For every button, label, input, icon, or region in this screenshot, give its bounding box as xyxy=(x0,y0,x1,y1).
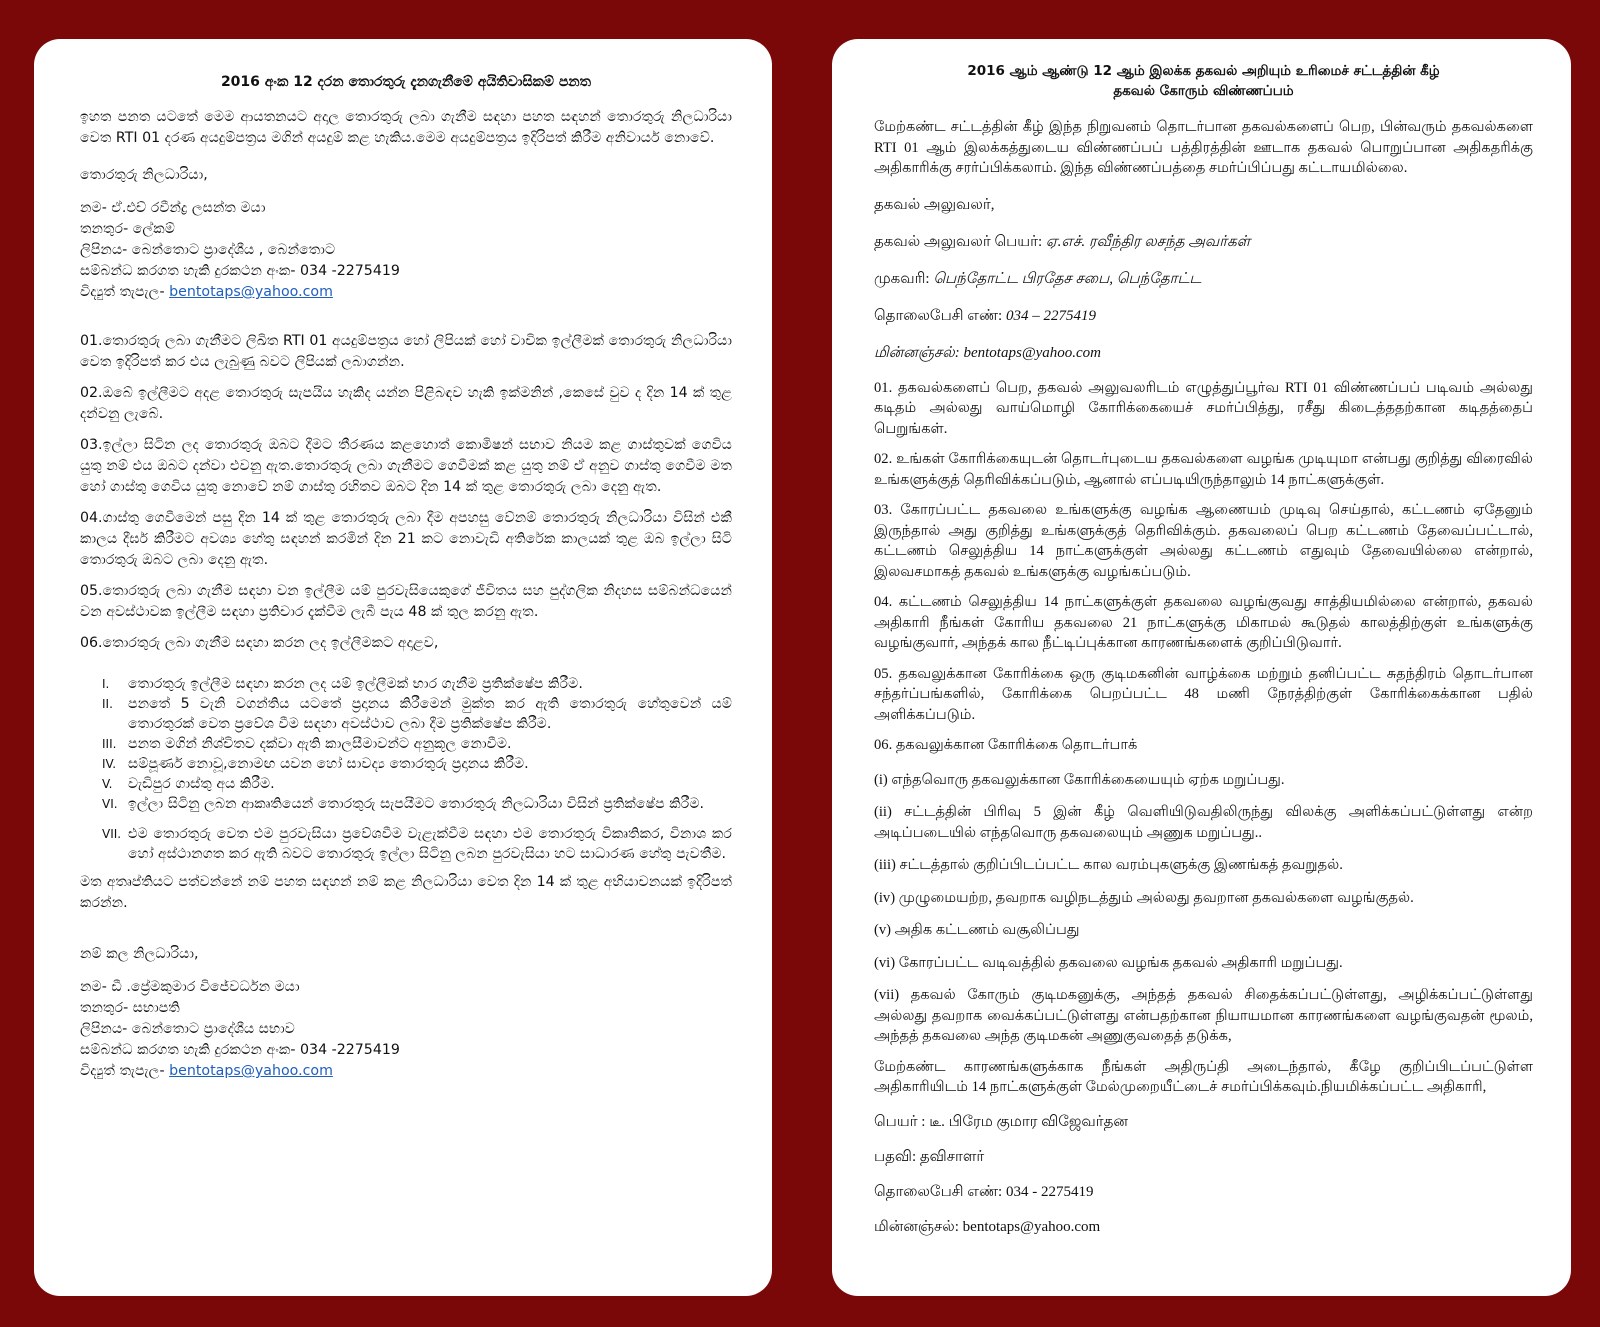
sinhala-notice-panel xyxy=(34,39,772,1296)
tamil-officer-address: பெந்தோட்ட பிரதேச சபை, பெந்தோட்ட xyxy=(933,270,1202,287)
tamil-sub-item: (ii) சட்டத்தின் பிரிவு 5 இன் கீழ் வெளியிடுவதிலிருந்து விலக்கு அளிக்கப்பட்டுள்ளது என்ற அடிப்படையில் எந்தவொரு தகவலையும் அணுக மறுப்பது.. xyxy=(874,804,1533,841)
tamil-designated-phone: தொலைபேசி எண்: 034 - 2275419 xyxy=(874,1183,1094,1200)
tamil-officer-address-label: முகவரி: xyxy=(874,270,930,287)
page-frame xyxy=(14,14,1586,1313)
designated-officer-email-row xyxy=(80,1061,732,1082)
tamil-officer-address-row xyxy=(874,269,1533,290)
sinhala-item-04: 04.ගාස්තු ගෙවීමෙන් පසු දින 14 ක් තුළ තොරතුරු ලබා දීම අපහසු වේනම් තොරතුරු නිලධාරියා විසින් එකී කාලය දීර්ඝ කිරීමට අවශ්‍ය හේතු සඳහන් කරමින් දින 21 කට නොවැඩි අතිරේක කාලයක් තුළ ඔබ ඉල්ලා සිටි තොරතුරු ඔබට ලබා දෙනු ඇත. xyxy=(80,510,732,568)
sinhala-item-02: 02.ඔබේ ඉල්ලීමට අදළ තොරතුරු සැපයිය හැකිද යන්න පිළිබඳව හැකි ඉක්මනින් ,කෙසේ වුව ද දින 14 ක් තුළ දන්වනු ලැබේ. xyxy=(80,385,732,422)
designated-officer-email-link[interactable]: bentotaps@yahoo.com xyxy=(169,1063,333,1079)
roman-list-item: I. තොරතුරු ඉල්ලීම සඳහා කරන ලද යම් ඉල්ලීමක් භාර ගැනීම ප්‍රතික්ෂේප කිරීම. xyxy=(102,676,583,692)
designated-officer-details xyxy=(80,977,732,1082)
tamil-officer-email-label: மின்னஞ்சல்: xyxy=(874,344,960,361)
tamil-designated-name: பெயர் : டீ. பிரேம குமார விஜேவர்தன xyxy=(874,1113,1128,1130)
tamil-sub-item: (iv) முழுமையற்ற, தவறாக வழிநடத்தும் அல்லது தவறான தகவல்களை வழங்குதல். xyxy=(874,889,1414,906)
sinhala-closing: මත අතෘප්තියට පත්වන්නේ නම් පහත සඳහන් නම් කළ නිලධාරියා වෙත දින 14 ක් තුළ අභියාචනයක් ඉදිරිපත් කරන්න. xyxy=(80,874,732,911)
tamil-notice-panel xyxy=(832,39,1571,1296)
designated-officer-address: ලිපිනය- බෙන්තොට ප්‍රාදේශීය සභාව xyxy=(80,1021,295,1037)
tamil-sub-item: (i) எந்தவொரு தகவலுக்கான கோரிக்கையையும் ஏற்க மறுப்பது. xyxy=(874,771,1285,788)
tamil-item-02: 02. உங்கள் கோரிக்கையுடன் தொடர்புடைய தகவல்களை வழங்க முடியுமா என்பது குறித்து விரைவில் உங்களுக்குத் தெரிவிக்கப்படும், ஆனால் எப்படியிருந்தாலும் 14 நாட்களுக்குள். xyxy=(874,451,1533,488)
tamil-officer-name: ஏ.எச். ரவீந்திர லசந்த அவர்கள் xyxy=(1045,233,1251,250)
designated-officer-heading: නම් කල නිලධාරියා, xyxy=(80,946,199,962)
tamil-designated-email[interactable]: bentotaps@yahoo.com xyxy=(962,1218,1101,1235)
tamil-sub-item: (vii) தகவல் கோரும் குடிமகனுக்கு, அந்தத் தகவல் சிதைக்கப்பட்டுள்ளது, அழிக்கப்பட்டுள்ளது அல்லது தவறாக வைக்கப்பட்டுள்ளது என்பதற்கான நியாயமான காரணங்களை வழங்குவதன் மூலம், அந்தத் தகவலை அந்த குடிமகன் அணுகுவதைத் தடுக்க, xyxy=(874,987,1533,1044)
roman-list-item: VI. ඉල්ලා සිටිනු ලබන ආකෘතියෙන් තොරතුරු සැපයීමට තොරතුරු නිලධාරියා විසින් ප්‍රතික්ෂේප කිරීම. xyxy=(102,796,705,812)
tamil-title-line2: தகவல் கோரும் விண்ணப்பம் xyxy=(1113,83,1294,99)
officer-email-link[interactable]: bentotaps@yahoo.com xyxy=(169,284,333,300)
officer-email-row xyxy=(80,282,732,303)
tamil-item-01: 01. தகவல்களைப் பெற, தகவல் அலுவலரிடம் எழுத்துப்பூர்வ RTI 01 விண்ணப்பப் படிவம் அல்லது கடிதம் அல்லது வாய்மொழி கோரிக்கையைச் சமர்ப்பித்து, ரசீது கிடைத்ததற்கான கடிதத்தைப் பெறுங்கள். xyxy=(874,379,1533,437)
tamil-sub-item: (iii) சட்டத்தால் குறிப்பிடப்பட்ட கால வரம்புகளுக்கு இணங்கத் தவறுதல். xyxy=(874,857,1343,873)
designated-officer-name: නම- ඩී .ප්‍රේමකුමාර විජේවර්ධන මයා xyxy=(80,979,300,995)
sinhala-item-06: 06.තොරතුරු ලබා ගැනීම සඳහා කරන ලද ඉල්ලීමකට අදාළව, xyxy=(80,635,439,651)
tamil-item-05: 05. தகவலுக்கான கோரிக்கை ஒரு குடிமகனின் வாழ்க்கை மற்றும் தனிப்பட்ட சுதந்திரம் தொடர்பான சந்தர்ப்பங்களில், கோரிக்கை பெறப்பட்ட 48 மணி நேரத்திற்குள் கோரிக்கைக்கான பதில் அளிக்கப்படும். xyxy=(874,665,1533,723)
roman-list-item: IV. සම්පූර්ණ නොවූ,නොමඟ යවන හෝ සාවද්‍ය තොරතුරු ප්‍රදානය කිරීම. xyxy=(102,756,529,772)
officer-position: තනතුර- ලේකම් xyxy=(80,221,175,237)
designated-officer-phone: සම්බන්ධ කරගත හැකි දුරකථන අංක- 034 -2275419 xyxy=(80,1042,400,1058)
designated-officer-email-label: විද්‍යුත් තැපැල- xyxy=(80,1063,165,1079)
sinhala-intro: ඉහත පනත යටතේ මෙම ආයතනයට අදාල තොරතුරු ලබා ගැනීම සඳහා පහත සඳහන් තොරතුරු නිලධාරියා වෙත RTI 01 දරණ අයදුම්පත්‍රය මගින් අයදුම් කළ හැකිය.මෙම අයදුම්පත්‍රය ඉදිරිපත් කිරීම අනිවාර්ය නොවේ. xyxy=(80,109,732,146)
tamil-closing: மேற்கண்ட காரணங்களுக்காக நீங்கள் அதிருப்தி அடைந்தால், கீழே குறிப்பிடப்பட்டுள்ள அதிகாரியிடம் 14 நாட்களுக்குள் மேல்முறையீட்டைச் சமர்ப்பிக்கவும்.நியமிக்கப்பட்ட அதிகாரி, xyxy=(874,1058,1533,1095)
tamil-sub-item: (v) அதிக கட்டணம் வசூலிப்பது xyxy=(874,922,1080,938)
tamil-item-03: 03. கோரப்பட்ட தகவலை உங்களுக்கு வழங்க ஆணையம் முடிவு செய்தால், கட்டணம் ஏதேனும் இருந்தால் அது குறித்து உங்களுக்குத் தெரிவிக்கும். தகவலைப் பெற கட்டணம் தேவைப்பட்டால், கட்டணம் செலுத்திய 14 நாட்களுக்குள் அல்லது கட்டணம் எதுவும் தேவையில்லை என்றால், இலவசமாகத் தகவல் உங்களுக்கு வழங்கப்படும். xyxy=(874,502,1533,580)
tamil-item-04: 04. கட்டணம் செலுத்திய 14 நாட்களுக்குள் தகவலை வழங்குவது சாத்தியமில்லை என்றால், தகவல் அதிகாரி நீங்கள் கோரிய தகவலை 21 நாட்களுக்கு மிகாமல் கூடுதல் காலத்திற்குள் உங்களுக்கு வழங்குவார், அந்தக் கால நீட்டிப்புக்கான காரணங்களைக் குறிப்பிடுவார். xyxy=(874,594,1533,651)
tamil-officer-name-row xyxy=(874,232,1533,253)
roman-list-item: VII. එම තොරතුරු වෙත එම පුරවැසියා ප්‍රවේශවීම වැළැක්වීම සඳහා එම තොරතුරු විකෘතිකර, විනාශ කර හෝ අස්ථානගත කර ඇති බවට තොරතුරු ඉල්ලා සිටිනු ලබන පුරවැසියා හට සාධාරණ හේතු පැවතීම. xyxy=(102,826,732,862)
tamil-officer-heading: தகவல் அலுவலர், xyxy=(874,196,995,213)
tamil-designated-email-row xyxy=(874,1217,1533,1238)
tamil-officer-phone-row xyxy=(874,306,1533,327)
tamil-officer-email-row xyxy=(874,343,1533,364)
tamil-officer-phone: 034 – 2275419 xyxy=(1005,307,1096,324)
officer-heading: තොරතුරු නිලධාරියා, xyxy=(80,167,208,183)
tamil-designated-email-label: மின்னஞ்சல்: xyxy=(874,1218,959,1235)
tamil-designated-position: பதவி: தவிசாளர் xyxy=(874,1148,985,1165)
officer-phone: සම්බන්ධ කරගත හැකි දුරකථන අංක- 034 -2275419 xyxy=(80,263,400,279)
tamil-title-line1: 2016 ஆம் ஆண்டு 12 ஆம் இலக்க தகவல் அறியும் உரிமைச் சட்டத்தின் கீழ் xyxy=(967,63,1440,79)
roman-list-item: II. පනතේ 5 වැනි වගන්තිය යටතේ ප්‍රදානය කිරීමෙන් මුක්ත කර ඇති තොරතුරු හේතුවෙන් යම් තොරතුරක් වෙත ප්‍රවේශ වීම සඳහා අවස්ථාව ලබා දීම ප්‍රතික්ෂේප කිරීම. xyxy=(102,696,732,732)
tamil-item-06: 06. தகவலுக்கான கோரிக்கை தொடர்பாக் xyxy=(874,737,1138,753)
tamil-officer-name-label: தகவல் அலுவலர் பெயர்: xyxy=(874,233,1043,250)
roman-list-item: III. පනත මගින් නිශ්චිතව දක්වා ඇති කාලසීමාවන්ට අනුකූල නොවීම. xyxy=(102,736,512,752)
officer-details xyxy=(80,198,732,303)
officer-name: නම- ඒ.එච් රවීන්ද්‍ර ලසන්ත මයා xyxy=(80,200,266,216)
tamil-intro: மேற்கண்ட சட்டத்தின் கீழ் இந்த நிறுவனம் தொடர்பான தகவல்களைப் பெற, பின்வரும் தகவல்களை RTI 01 ஆம் இலக்கத்துடைய விண்ணப்பப் பத்திரத்தின் ஊடாக தகவல் பொறுப்பான அதிகதரிக்கு அதிகாரிக்கு சரர்ப்பிக்கலாம். இந்த விண்ணப்பத்தை சமர்ப்பிப்பது கட்டாயமில்லை. xyxy=(874,119,1533,176)
sinhala-title: 2016 අංක 12 දරන තොරතුරු දැනගැනීමේ අයිතිවාසිකම් පනත xyxy=(220,74,592,90)
sinhala-item-03: 03.ඉල්ලා සිටින ලද තොරතුරු ඔබට දීමට තීරණය කළහොත් කොමිෂන් සභාව නියම කළ ගාස්තුවක් ගෙවිය යුතු නම් එය ඔබට දන්වා එවනු ඇත.තොරතුරු ලබා ගැනීමට ගෙවීමක් කළ යුතු නම් ඒ අනුව ගාස්තු ගෙවීම මත හෝ ගාස්තු ගෙවිය යුතු නොවේ නම් ගාස්තු රහිතව ඔබට දින 14 ක් තුළ තොරතුරු ලබා දෙනු ඇත. xyxy=(80,437,732,495)
tamil-officer-email[interactable]: bentotaps@yahoo.com xyxy=(963,344,1102,361)
officer-email-label: විද්‍යුත් තැපැල- xyxy=(80,284,165,300)
sinhala-roman-list xyxy=(80,674,732,864)
sinhala-item-01: 01.තොරතුරු ලබා ගැනීමට ලිඛිත RTI 01 අයදුම්පත්‍රය හෝ ලිපියක් හෝ වාචික ඉල්ලීමක් තොරතුරු නිලධාරියා වෙත ඉදිරිපත් කර එය ලැබුණු බවට ලිපියක් ලබාගන්න. xyxy=(80,333,732,370)
tamil-officer-phone-label: தொலைபேசி எண்: xyxy=(874,307,1003,324)
designated-officer-position: තනතුර- සභාපති xyxy=(80,1000,180,1016)
sinhala-item-05: 05.තොරතුරු ලබා ගැනීම සඳහා වන ඉල්ලීම යම් පුරවැසියෙකුගේ ජීවිතය සහ පුද්ගලික නිදහස සම්බන්ධයෙන් වන අවස්ථාවක ඉල්ලීම සඳහා ප්‍රතිචාර දැක්වීම ලැබී පැය 48 ක් තුල කරනු ඇත. xyxy=(80,583,732,620)
roman-list-item: V. වැඩිපුර ගාස්තු අය කිරීම. xyxy=(102,776,275,792)
tamil-sub-item: (vi) கோரப்பட்ட வடிவத்தில் தகவலை வழங்க தகவல் அதிகாரி மறுப்பது. xyxy=(874,954,1343,971)
officer-address: ලිපිනය- බෙන්තොට ප්‍රාදේශීය , බෙන්තොට xyxy=(80,242,336,258)
